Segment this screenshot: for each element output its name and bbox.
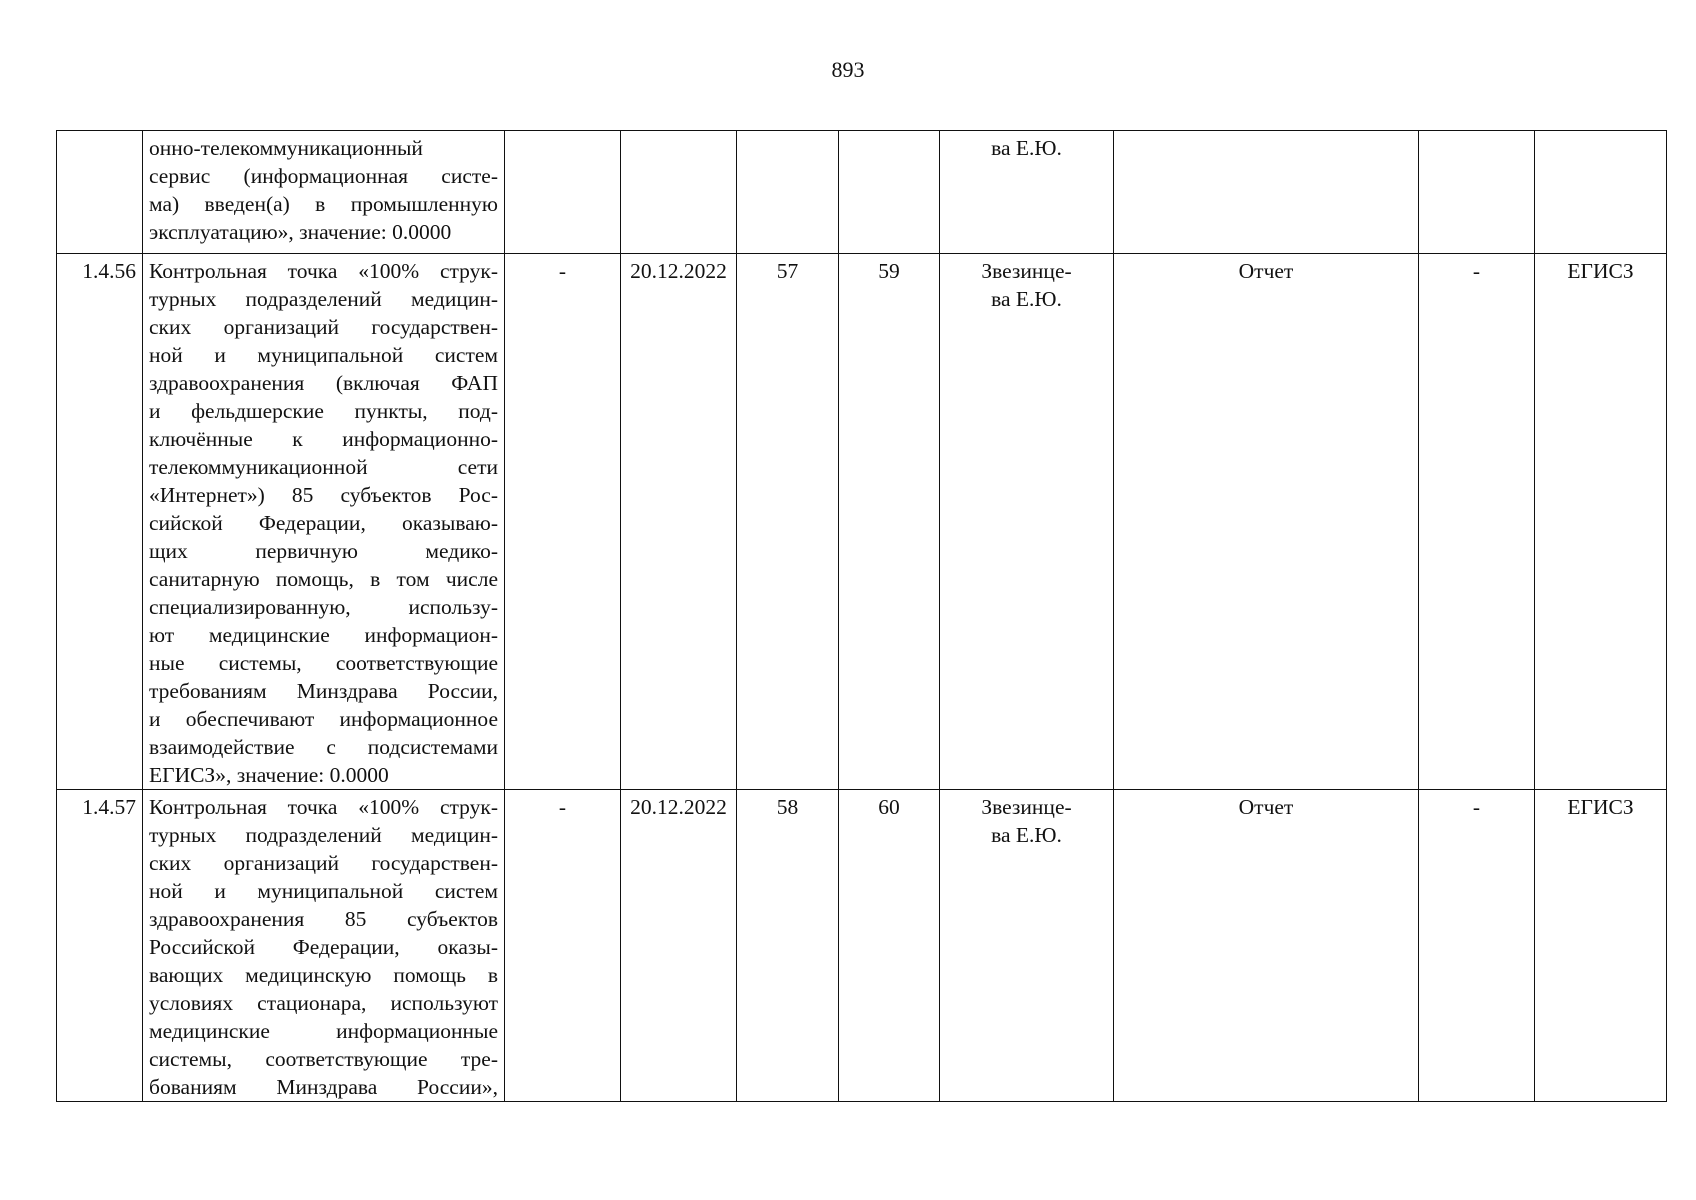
responsible-line: Звезинце- (981, 795, 1072, 819)
row-start: 58 (737, 790, 839, 1102)
description-line: специализированную, использу- (149, 595, 498, 619)
description-line: и обеспечивают информационное (149, 707, 498, 731)
row-description (143, 254, 505, 790)
description-line: эксплуатацию», значение: 0.0000 (149, 220, 452, 244)
description-line: ные системы, соответствующие (149, 651, 498, 675)
description-line: ских организаций государствен- (149, 315, 498, 339)
row-responsible (940, 254, 1114, 790)
row-date (621, 131, 737, 254)
plan-table (56, 130, 1667, 1102)
description-line: санитарную помощь, в том числе (149, 567, 498, 591)
description-line: и фельдшерские пункты, под- (149, 399, 498, 423)
description-line: турных подразделений медицин- (149, 287, 498, 311)
description-line: телекоммуникационной сети (149, 455, 498, 479)
row-end: 59 (839, 254, 940, 790)
description-line: щих первичную медико- (149, 539, 498, 563)
description-line: ключённые к информационно- (149, 427, 498, 451)
responsible-line: Звезинце- (981, 259, 1072, 283)
row-description (143, 790, 505, 1102)
description-line: ной и муниципальной систем (149, 343, 498, 367)
description-line: Контрольная точка «100% струк- (149, 795, 498, 819)
row-predecessor (505, 131, 621, 254)
description-line: Контрольная точка «100% струк- (149, 259, 498, 283)
responsible-line: ва Е.Ю. (991, 287, 1062, 311)
description-line: вающих медицинскую помощь в (149, 963, 498, 987)
row-description (143, 131, 505, 254)
description-line: взаимодействие с подсистемами (149, 735, 498, 759)
description-line: здравоохранения (включая ФАП (149, 371, 498, 395)
description-line: бованиям Минздрава России», (149, 1075, 498, 1099)
row-responsible (940, 131, 1114, 254)
description-line: сийской Федерации, оказываю- (149, 511, 498, 535)
row-number: 1.4.57 (57, 790, 143, 1102)
row-number: 1.4.56 (57, 254, 143, 790)
row-end (839, 131, 940, 254)
row-date: 20.12.2022 (621, 790, 737, 1102)
row-level: - (1419, 254, 1535, 790)
row-system: ЕГИСЗ (1535, 254, 1667, 790)
description-line: требованиям Минздрава России, (149, 679, 498, 703)
row-end: 60 (839, 790, 940, 1102)
page-number: 893 (831, 57, 865, 82)
row-level (1419, 131, 1535, 254)
row-level: - (1419, 790, 1535, 1102)
description-line: ЕГИСЗ», значение: 0.0000 (149, 763, 389, 787)
table-row (57, 790, 1667, 1102)
responsible-line: ва Е.Ю. (991, 136, 1062, 160)
description-line: Российской Федерации, оказы- (149, 935, 498, 959)
description-line: сервис (информационная систе- (149, 164, 498, 188)
description-line: «Интернет») 85 субъектов Рос- (149, 483, 498, 507)
description-line: здравоохранения 85 субъектов (149, 907, 498, 931)
row-result: Отчет (1114, 790, 1419, 1102)
row-predecessor: - (505, 790, 621, 1102)
table-row (57, 254, 1667, 790)
description-line: условиях стационара, используют (149, 991, 498, 1015)
description-line: онно-телекоммуникационный (149, 136, 423, 160)
description-line: ют медицинские информацион- (149, 623, 498, 647)
row-system (1535, 131, 1667, 254)
row-date: 20.12.2022 (621, 254, 737, 790)
description-line: медицинские информационные (149, 1019, 498, 1043)
row-result (1114, 131, 1419, 254)
row-predecessor: - (505, 254, 621, 790)
description-line: турных подразделений медицин- (149, 823, 498, 847)
description-line: ских организаций государствен- (149, 851, 498, 875)
description-line: ма) введен(а) в промышленную (149, 192, 498, 216)
description-line: системы, соответствующие тре- (149, 1047, 498, 1071)
row-start: 57 (737, 254, 839, 790)
row-responsible (940, 790, 1114, 1102)
row-system: ЕГИСЗ (1535, 790, 1667, 1102)
row-number (57, 131, 143, 254)
description-line: ной и муниципальной систем (149, 879, 498, 903)
row-start (737, 131, 839, 254)
responsible-line: ва Е.Ю. (991, 823, 1062, 847)
table-row (57, 131, 1667, 254)
row-result: Отчет (1114, 254, 1419, 790)
